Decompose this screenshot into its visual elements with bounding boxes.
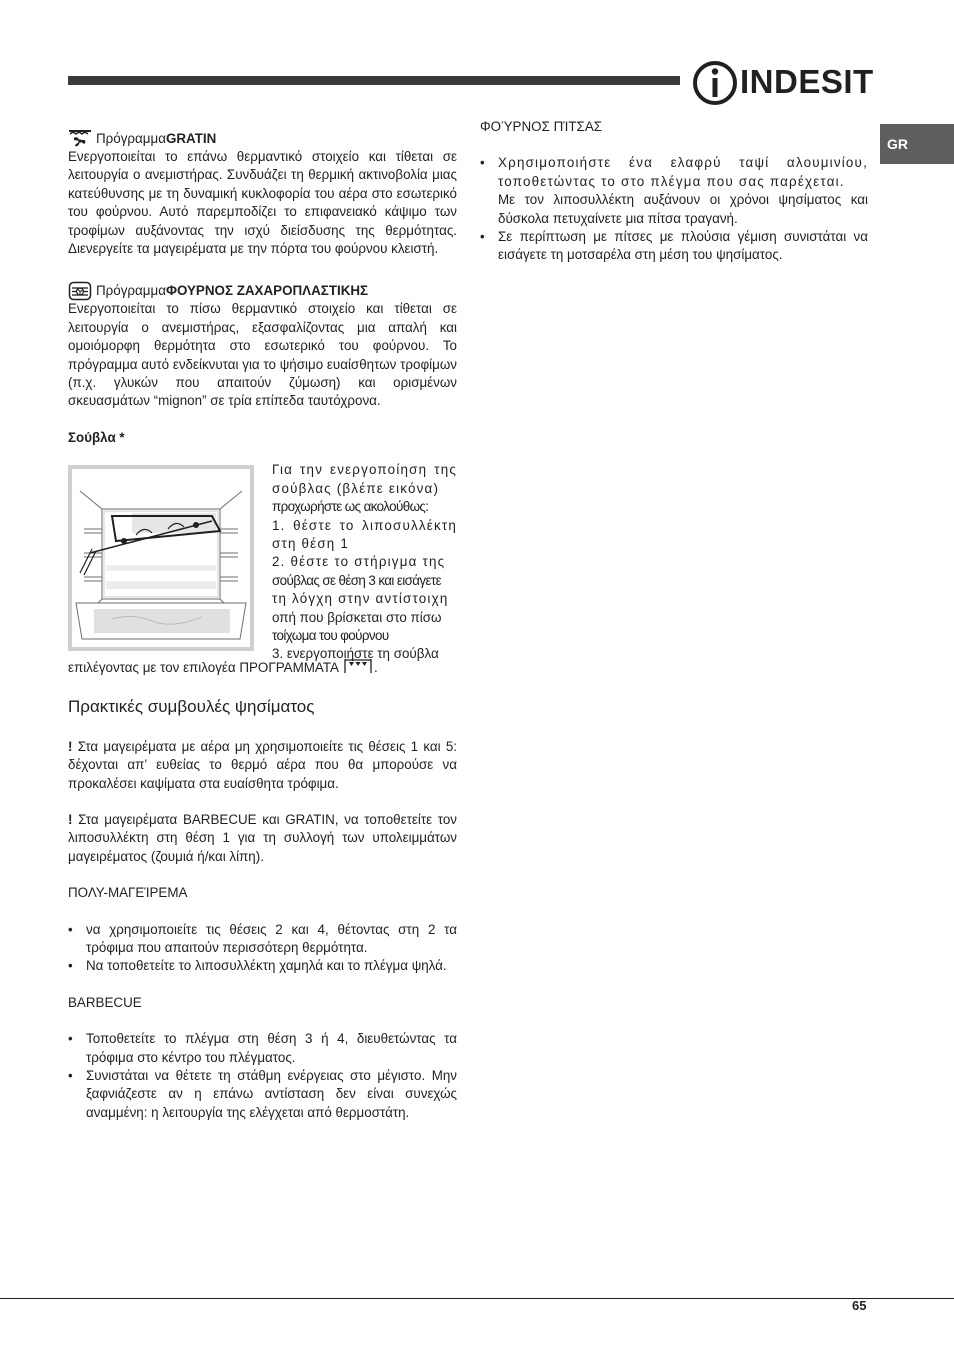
pastry-heading — [68, 280, 457, 300]
warning-1-mark: ! — [68, 738, 73, 754]
grill-fan-icon — [68, 129, 92, 149]
list-item — [480, 154, 868, 228]
barbecue-title: BARBECUE — [68, 994, 142, 1010]
oven-spit-drawing — [72, 469, 250, 647]
spit-step1: 1. θέστε το λιποσυλλέκτη στη θέση 1 — [272, 517, 457, 551]
barbecue-list — [68, 1030, 457, 1122]
pastry-name: ΦΟΥΡΝΟΣ ΖΑΧΑΡΟΠΛΑΣΤΙΚΗΣ — [165, 283, 369, 299]
list-item: • Να τοποθετείτε το λιποσυλλέκτη χαμηλά και το πλέγμα ψηλά. — [68, 957, 457, 975]
spit-line2: προχωρήστε ως ακολούθως: — [272, 499, 429, 515]
spit-line1: Για την ενεργοποίηση της σούβλας (βλέπε εικόνα) — [272, 462, 457, 496]
list-item: • Συνιστάται να θέτετε τη στάθμη ενέργειας στο μέγιστο. Μην ξαφνιάζεστε αν η επάνω αντίσταση δεν είναι συνεχώς αναμμένη: η λειτουργία της ελέγχεται από θερμοστάτη. — [68, 1067, 457, 1122]
spit-section — [68, 429, 457, 678]
spit-figure-block — [68, 462, 457, 662]
pastry-label: Πρόγραμμα — [96, 283, 166, 299]
gratin-heading — [68, 128, 457, 148]
pizza-title: ΦΟΎΡΝΟΣ ΠΊΤΣΑΣ — [480, 119, 603, 134]
spit-step3-end: . — [373, 660, 378, 676]
warning-2-mark: ! — [68, 811, 73, 827]
warning-1-text: Στα μαγειρέματα με αέρα μη χρησιμοποιείτε τις θέσεις 1 και 5: δέχονται απ’ ευθείας το θερμό αέρα που θα μπορούσε να προκαλέσει καψίματα στα ευαίσθητα τρόφιμα. — [68, 738, 457, 791]
oven-illustration — [68, 465, 254, 651]
page-number: 65 — [852, 1298, 867, 1313]
gratin-label: Πρόγραμμα — [96, 130, 166, 146]
multi-cooking-title: ΠΟΛΥ-ΜΑΓΕΊΡΕΜΑ — [68, 885, 188, 901]
pastry-section — [68, 280, 457, 410]
list-item: • Σε περίπτωση με πίτσες με πλούσια γέμιση συνιστάται να εισάγετε τη μοτσαρέλα στη μέση του ψησίματος. — [480, 228, 868, 265]
pizza-item-1b: Με τον λιποσυλλέκτη αυξάνουν οι χρόνοι ψησίματος και δύσκολα πετυχαίνετε μια πίτσα τραγανή. — [498, 192, 868, 226]
spit-step2a: 2. θέστε το στήριγμα της — [272, 554, 446, 570]
spit-step3: 3. ενεργοποιήστε τη σούβλα — [272, 646, 439, 662]
logo-i-icon — [692, 58, 738, 108]
brand-name: INDESIT — [740, 63, 874, 100]
list-item: • Τοποθετείτε το πλέγμα στη θέση 3 ή 4, διευθετώντας τα τρόφιμα στο κέντρο του πλέγματος. — [68, 1030, 457, 1067]
warning-2-text: Στα μαγειρέματα BARBECUE και GRATIN, να τοποθετείτε τον λιποσυλλέκτη στη θέση 1 για τη συλλογή των υπολειμμάτων μαγειρέματος (ζουμιά ή/και λίπη). — [68, 811, 457, 864]
warning-2 — [68, 811, 457, 866]
list-item: • να χρησιμοποιείτε τις θέσεις 2 και 4, θέτοντας στη 2 τα τρόφιμα που απαιτούν περισσότερη θερμότητα. — [68, 921, 457, 958]
spit-title: Σούβλα * — [68, 429, 125, 445]
pastry-oven-icon — [68, 281, 92, 301]
spit-step3-cont-text: επιλέγοντας με τον επιλογέα ΠΡΟΓΡΑΜΜΑΤΑ — [68, 660, 342, 676]
header-rule — [68, 76, 680, 85]
gratin-body: Ενεργοποιείται το επάνω θερμαντικό στοιχείο και τίθεται σε λειτουργία ο ανεμιστήρας. Συνδυάζει τη θερμική ακτινοβολία μιας κατεύθυνσης με τη δυναμική κυκλοφορία του αέρα στο εσωτερικό του φούρνου. Αυτό παρεμποδίζει το επιφανειακό κάψιμο των τροφίμων αυξάνοντας την ισχύ διείσδυσης της θερμότητας. Διενεργείτε τα μαγειρέματα με την πόρτα του φούρνου κλειστή. — [68, 149, 457, 257]
pastry-body: Ενεργοποιείται το πίσω θερμαντικό στοιχείο και τίθεται σε λειτουργία ο ανεμιστήρας, εξασφαλίζοντας μια απαλή και ομοιόμορφη θερμότητα στο εσωτερικό του φούρνου. Το πρόγραμμα αυτό ενδείκνυται για το ψήσιμο ευαίσθητων τροφίμων (π.χ. γλυκών που απαιτούν ζύμωση) και ορισμένων σκευασμάτων “mignon” σε τρία επίπεδα ταυτόχρονα. — [68, 301, 457, 409]
multi-cooking-list — [68, 921, 457, 976]
language-tab: GR — [880, 124, 954, 164]
footer-rule — [0, 1298, 954, 1299]
spit-instructions — [272, 461, 457, 663]
spit-step2c: τη λόγχη στην αντίστοιχη — [272, 591, 449, 607]
spit-step2d: οπή που βρίσκεται στο πίσω — [272, 609, 442, 625]
pizza-item-1a: • Χρησιμοποιήστε ένα ελαφρύ ταψί αλουμινίου, τοποθετώντας το στο πλέγμα που σας παρέχεται. — [498, 155, 868, 189]
gratin-section — [68, 128, 457, 258]
left-column — [68, 128, 457, 1140]
gratin-name: GRATIN — [165, 130, 217, 146]
spit-step2b: σούβλας σε θέση 3 και εισάγετε — [272, 572, 441, 588]
warning-1 — [68, 738, 457, 793]
right-column — [480, 118, 868, 283]
tips-title: Πρακτικές συμβουλές ψησίματος — [68, 696, 315, 716]
pizza-list — [480, 154, 868, 264]
spit-step2e: τοίχωμα του φούρνου — [272, 627, 389, 643]
brand-logo — [692, 58, 872, 108]
